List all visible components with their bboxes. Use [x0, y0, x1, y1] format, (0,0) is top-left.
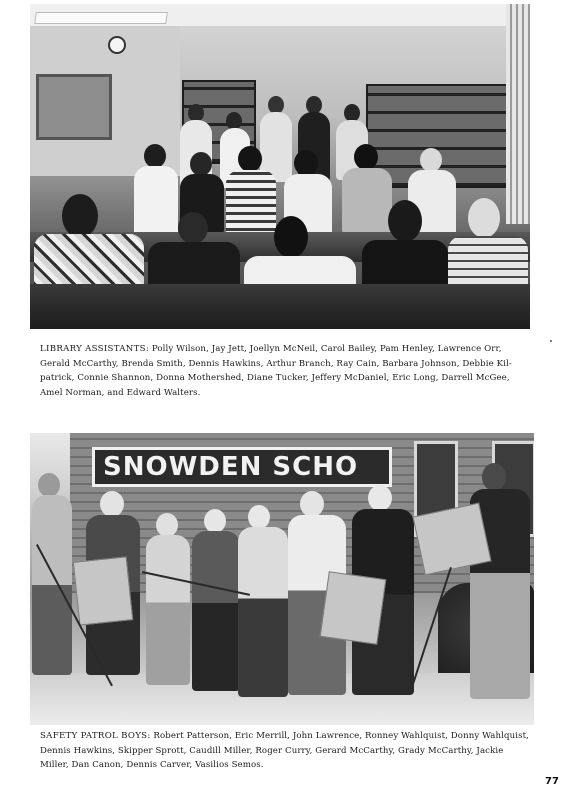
safety-flag — [320, 571, 387, 644]
caption-label: LIBRARY ASSISTANTS: — [40, 344, 150, 354]
caption-names-line: Robert Patterson, Eric Merrill, John Lawrence, Ronney Wahlquist, Donny Wahlquist, — [153, 731, 529, 741]
safety-flag — [73, 556, 133, 625]
ceiling-light — [34, 12, 168, 24]
foreground-table — [30, 284, 530, 329]
door-window — [36, 74, 112, 140]
caption-names-line: Amel Norman, and Edward Walters. — [40, 387, 201, 398]
caption-names-line: Polly Wilson, Jay Jett, Joellyn McNeil, Carol Bailey, Pam Henley, Lawrence Orr, — [151, 344, 502, 354]
margin-speck — [550, 340, 552, 342]
page-number: 77 — [545, 776, 559, 787]
school-sign-text: SNOWDEN SCHO — [103, 452, 359, 482]
caption-label: SAFETY PATROL BOYS: — [40, 731, 151, 741]
caption-names-line: Miller, Dan Canon, Dennis Carver, Vasilios Semos. — [40, 760, 264, 770]
caption-names-line: Gerald McCarthy, Brenda Smith, Dennis Hawkins, Arthur Branch, Ray Cain, Barbara Johnson, Debbie Kil- — [40, 358, 512, 369]
safety-patrol-caption — [40, 729, 530, 773]
window-blinds — [506, 4, 530, 224]
library-assistants-caption — [40, 342, 530, 400]
library-assistants-photo — [30, 4, 530, 329]
caption-names-line: Dennis Hawkins, Skipper Sprott, Caudill Miller, Roger Curry, Gerard McCarthy, Grady McCarthy, Jackie — [40, 745, 504, 756]
school-sign — [92, 447, 392, 487]
safety-patrol-photo — [30, 433, 534, 725]
caption-names-line: patrick, Connie Shannon, Donna Mothershed, Diane Tucker, Jeffery McDaniel, Eric Long, Darrell McGee, — [40, 373, 510, 383]
wall-clock-icon — [108, 36, 126, 54]
